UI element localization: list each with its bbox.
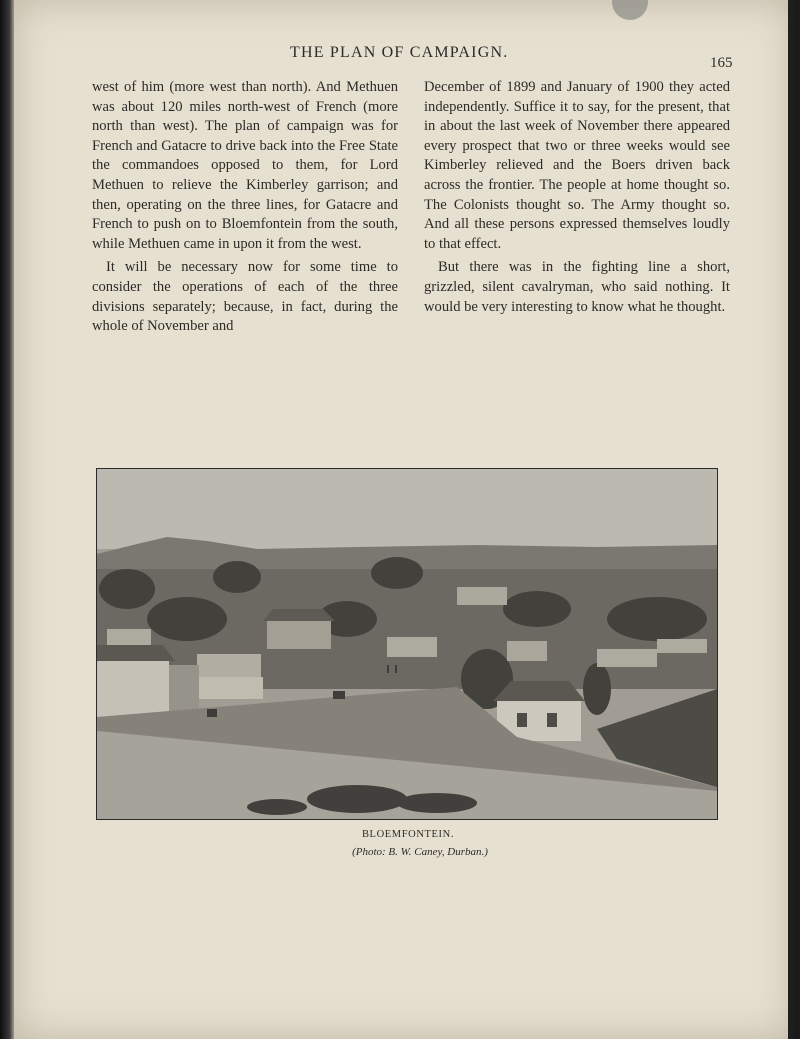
running-head: THE PLAN OF CAMPAIGN. <box>290 44 509 61</box>
page-number: 165 <box>710 55 733 71</box>
left-paragraph-1: west of him (more west than north). And Methuen was about 120 miles north-west of French (more north than west). The plan of campaign was for French and Gatacre to drive back into the Free State the commandoes opposed to them, for Lord Methuen to relieve the Kimberley garrison; and then, operating on the three lines, for Gatacre and French to push on to Bloemfontein from the south, while Methuen came in upon it from the west. <box>92 79 398 252</box>
page-right-edge <box>788 0 794 1039</box>
right-paragraph-1: December of 1899 and January of 1900 they acted independently. Suffice it to say, for the present, that in about the last week of November there appeared every prospect that two or three weeks would see Kimberley relieved and the Boers driven back across the frontier. The people at home thought so. The Colonists thought so. The Army thought so. And all these persons expressed themselves loudly to that effect. <box>424 79 730 252</box>
left-column <box>92 78 398 337</box>
photograph-illustration <box>97 469 717 819</box>
page-stain <box>612 0 648 20</box>
town-photograph <box>96 468 718 820</box>
right-paragraph-2: But there was in the fighting line a short, grizzled, silent cavalryman, who said nothing. It would be very interesting to know what he thought. <box>424 259 730 315</box>
left-paragraph-2: It will be necessary now for some time to consider the operations of each of the three divisions separately; because, in fact, during the whole of November and <box>92 259 398 335</box>
figure-title: BLOEMFONTEIN. <box>361 829 455 840</box>
figure-credit: (Photo: B. W. Caney, Durban.) <box>352 846 488 858</box>
right-column <box>424 78 730 317</box>
